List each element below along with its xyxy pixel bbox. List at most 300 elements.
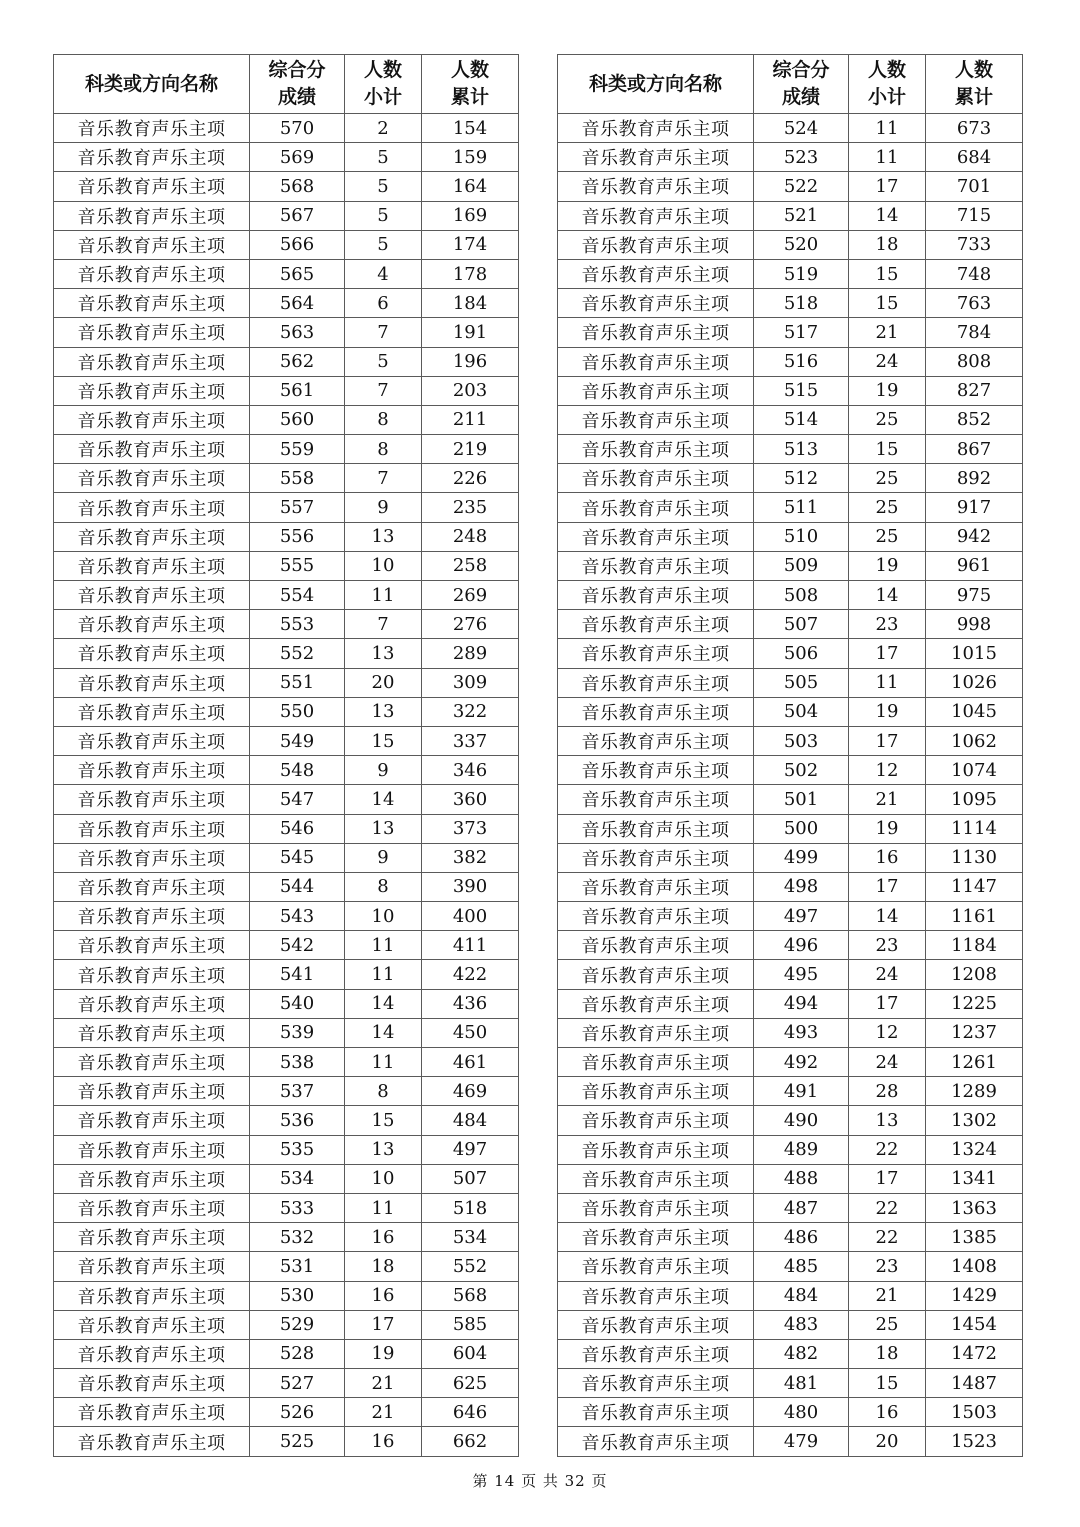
table-row: [54, 1048, 519, 1077]
cell-cumulative: 382: [422, 843, 519, 872]
cell-count: 13: [345, 697, 422, 726]
cell-category: 音乐教育声乐主项: [54, 1281, 250, 1310]
cell-category: 音乐教育声乐主项: [54, 114, 250, 143]
cell-category: 音乐教育声乐主项: [558, 1339, 754, 1368]
table-row: [54, 1135, 519, 1164]
table-row: [558, 814, 1023, 843]
cell-score: 512: [754, 464, 849, 493]
cell-score: 546: [250, 814, 345, 843]
table-row: [558, 902, 1023, 931]
cell-category: 音乐教育声乐主项: [558, 697, 754, 726]
table-row: [558, 114, 1023, 143]
cell-count: 16: [345, 1281, 422, 1310]
cell-score: 568: [250, 172, 345, 201]
cell-count: 14: [345, 1018, 422, 1047]
cell-category: 音乐教育声乐主项: [558, 960, 754, 989]
cell-cumulative: 450: [422, 1018, 519, 1047]
cell-category: 音乐教育声乐主项: [54, 814, 250, 843]
cell-cumulative: 373: [422, 814, 519, 843]
cell-count: 13: [345, 522, 422, 551]
cell-score: 535: [250, 1135, 345, 1164]
cell-cumulative: 169: [422, 201, 519, 230]
cell-count: 12: [849, 756, 926, 785]
cell-cumulative: 484: [422, 1106, 519, 1135]
cell-score: 515: [754, 376, 849, 405]
cell-cumulative: 1237: [926, 1018, 1023, 1047]
cell-cumulative: 684: [926, 143, 1023, 172]
cell-score: 542: [250, 931, 345, 960]
cell-score: 514: [754, 405, 849, 434]
cell-count: 9: [345, 756, 422, 785]
cell-category: 音乐教育声乐主项: [54, 1018, 250, 1047]
cell-score: 532: [250, 1223, 345, 1252]
cell-category: 音乐教育声乐主项: [54, 1398, 250, 1427]
table-header-row: [54, 55, 519, 114]
cell-category: 音乐教育声乐主项: [558, 551, 754, 580]
cell-score: 552: [250, 639, 345, 668]
cell-category: 音乐教育声乐主项: [54, 697, 250, 726]
cell-cumulative: 1015: [926, 639, 1023, 668]
cell-category: 音乐教育声乐主项: [54, 493, 250, 522]
cell-score: 570: [250, 114, 345, 143]
cell-category: 音乐教育声乐主项: [558, 1310, 754, 1339]
cell-score: 524: [754, 114, 849, 143]
cell-count: 5: [345, 230, 422, 259]
table-row: [54, 902, 519, 931]
cell-count: 8: [345, 1077, 422, 1106]
table-row: [54, 172, 519, 201]
cell-count: 5: [345, 172, 422, 201]
cell-count: 6: [345, 289, 422, 318]
cell-category: 音乐教育声乐主项: [558, 668, 754, 697]
cell-count: 5: [345, 201, 422, 230]
cell-category: 音乐教育声乐主项: [54, 551, 250, 580]
cell-score: 479: [754, 1427, 849, 1456]
cell-score: 495: [754, 960, 849, 989]
cell-count: 11: [849, 668, 926, 697]
table-row: [558, 931, 1023, 960]
cell-cumulative: 1062: [926, 726, 1023, 755]
score-table-left: [53, 54, 519, 1457]
table-row: [558, 1018, 1023, 1047]
table-body-left: [54, 114, 519, 1457]
cell-score: 506: [754, 639, 849, 668]
table-row: [54, 639, 519, 668]
cell-category: 音乐教育声乐主项: [54, 931, 250, 960]
cell-category: 音乐教育声乐主项: [558, 143, 754, 172]
cell-score: 559: [250, 435, 345, 464]
cell-score: 536: [250, 1106, 345, 1135]
cell-category: 音乐教育声乐主项: [558, 639, 754, 668]
cell-count: 10: [345, 1164, 422, 1193]
cell-score: 550: [250, 697, 345, 726]
cell-category: 音乐教育声乐主项: [558, 376, 754, 405]
cell-category: 音乐教育声乐主项: [54, 259, 250, 288]
table-row: [558, 289, 1023, 318]
table-row: [54, 551, 519, 580]
cell-cumulative: 360: [422, 785, 519, 814]
table-row: [558, 1077, 1023, 1106]
cell-count: 15: [849, 1369, 926, 1398]
cell-cumulative: 337: [422, 726, 519, 755]
cell-cumulative: 604: [422, 1339, 519, 1368]
cell-count: 22: [849, 1193, 926, 1222]
cell-cumulative: 673: [926, 114, 1023, 143]
cell-category: 音乐教育声乐主项: [558, 114, 754, 143]
table-header-row: [558, 55, 1023, 114]
header-cumulative: 人数 累计: [926, 55, 1023, 114]
cell-category: 音乐教育声乐主项: [558, 610, 754, 639]
cell-cumulative: 827: [926, 376, 1023, 405]
cell-count: 5: [345, 347, 422, 376]
cell-category: 音乐教育声乐主项: [54, 668, 250, 697]
table-row: [54, 405, 519, 434]
cell-cumulative: 892: [926, 464, 1023, 493]
cell-cumulative: 1363: [926, 1193, 1023, 1222]
cell-score: 522: [754, 172, 849, 201]
cell-category: 音乐教育声乐主项: [558, 493, 754, 522]
cell-score: 517: [754, 318, 849, 347]
cell-count: 25: [849, 405, 926, 434]
table-row: [558, 843, 1023, 872]
cell-cumulative: 1324: [926, 1135, 1023, 1164]
cell-score: 493: [754, 1018, 849, 1047]
cell-cumulative: 1074: [926, 756, 1023, 785]
cell-category: 音乐教育声乐主项: [558, 405, 754, 434]
cell-count: 7: [345, 610, 422, 639]
cell-count: 17: [849, 1164, 926, 1193]
cell-category: 音乐教育声乐主项: [54, 201, 250, 230]
table-row: [558, 259, 1023, 288]
table-row: [54, 1398, 519, 1427]
cell-score: 538: [250, 1048, 345, 1077]
cell-count: 18: [849, 1339, 926, 1368]
table-row: [54, 1077, 519, 1106]
table-row: [558, 376, 1023, 405]
cell-count: 13: [345, 639, 422, 668]
table-row: [558, 1106, 1023, 1135]
cell-category: 音乐教育声乐主项: [558, 1135, 754, 1164]
cell-count: 17: [849, 639, 926, 668]
cell-score: 541: [250, 960, 345, 989]
cell-count: 7: [345, 376, 422, 405]
cell-score: 565: [250, 259, 345, 288]
cell-cumulative: 178: [422, 259, 519, 288]
cell-count: 15: [345, 726, 422, 755]
cell-cumulative: 763: [926, 289, 1023, 318]
cell-count: 19: [849, 697, 926, 726]
cell-category: 音乐教育声乐主项: [54, 1048, 250, 1077]
cell-score: 481: [754, 1369, 849, 1398]
table-row: [54, 289, 519, 318]
cell-count: 21: [849, 1281, 926, 1310]
cell-count: 13: [345, 1135, 422, 1164]
table-row: [54, 435, 519, 464]
cell-count: 21: [849, 318, 926, 347]
cell-score: 553: [250, 610, 345, 639]
cell-score: 525: [250, 1427, 345, 1456]
cell-category: 音乐教育声乐主项: [558, 1193, 754, 1222]
cell-category: 音乐教育声乐主项: [54, 1369, 250, 1398]
cell-category: 音乐教育声乐主项: [558, 785, 754, 814]
cell-category: 音乐教育声乐主项: [54, 435, 250, 464]
cell-category: 音乐教育声乐主项: [558, 259, 754, 288]
cell-category: 音乐教育声乐主项: [558, 347, 754, 376]
cell-category: 音乐教育声乐主项: [54, 581, 250, 610]
cell-cumulative: 436: [422, 989, 519, 1018]
cell-cumulative: 1147: [926, 872, 1023, 901]
cell-cumulative: 1408: [926, 1252, 1023, 1281]
table-row: [558, 989, 1023, 1018]
cell-category: 音乐教育声乐主项: [558, 1106, 754, 1135]
cell-score: 511: [754, 493, 849, 522]
cell-score: 482: [754, 1339, 849, 1368]
cell-count: 25: [849, 464, 926, 493]
cell-category: 音乐教育声乐主项: [558, 289, 754, 318]
cell-cumulative: 219: [422, 435, 519, 464]
table-row: [54, 785, 519, 814]
table-row: [558, 785, 1023, 814]
table-row: [54, 1310, 519, 1339]
cell-cumulative: 235: [422, 493, 519, 522]
cell-cumulative: 942: [926, 522, 1023, 551]
cell-count: 18: [345, 1252, 422, 1281]
cell-count: 7: [345, 318, 422, 347]
table-row: [558, 1281, 1023, 1310]
table-row: [54, 347, 519, 376]
cell-category: 音乐教育声乐主项: [558, 814, 754, 843]
table-row: [558, 143, 1023, 172]
table-row: [54, 1339, 519, 1368]
table-row: [558, 668, 1023, 697]
table-row: [54, 230, 519, 259]
table-row: [54, 668, 519, 697]
cell-score: 544: [250, 872, 345, 901]
cell-cumulative: 701: [926, 172, 1023, 201]
cell-count: 17: [849, 872, 926, 901]
table-row: [54, 960, 519, 989]
cell-score: 485: [754, 1252, 849, 1281]
cell-category: 音乐教育声乐主项: [54, 172, 250, 201]
cell-category: 音乐教育声乐主项: [54, 1252, 250, 1281]
header-cumulative: 人数 累计: [422, 55, 519, 114]
cell-score: 492: [754, 1048, 849, 1077]
cell-cumulative: 164: [422, 172, 519, 201]
cell-score: 509: [754, 551, 849, 580]
table-row: [54, 143, 519, 172]
table-row: [558, 1398, 1023, 1427]
cell-category: 音乐教育声乐主项: [54, 143, 250, 172]
table-row: [558, 172, 1023, 201]
cell-category: 音乐教育声乐主项: [54, 902, 250, 931]
cell-cumulative: 309: [422, 668, 519, 697]
cell-score: 547: [250, 785, 345, 814]
table-row: [54, 756, 519, 785]
cell-count: 14: [849, 201, 926, 230]
cell-category: 音乐教育声乐主项: [558, 1252, 754, 1281]
cell-count: 16: [345, 1223, 422, 1252]
cell-category: 音乐教育声乐主项: [558, 726, 754, 755]
cell-count: 8: [345, 872, 422, 901]
cell-score: 560: [250, 405, 345, 434]
cell-score: 503: [754, 726, 849, 755]
cell-category: 音乐教育声乐主项: [54, 318, 250, 347]
cell-cumulative: 1289: [926, 1077, 1023, 1106]
cell-count: 18: [849, 230, 926, 259]
cell-count: 28: [849, 1077, 926, 1106]
cell-cumulative: 174: [422, 230, 519, 259]
cell-category: 音乐教育声乐主项: [54, 872, 250, 901]
cell-score: 527: [250, 1369, 345, 1398]
cell-cumulative: 1026: [926, 668, 1023, 697]
cell-count: 13: [345, 814, 422, 843]
cell-count: 11: [345, 581, 422, 610]
table-row: [558, 610, 1023, 639]
cell-category: 音乐教育声乐主项: [558, 1398, 754, 1427]
cell-category: 音乐教育声乐主项: [558, 1048, 754, 1077]
cell-category: 音乐教育声乐主项: [558, 1369, 754, 1398]
table-row: [54, 1223, 519, 1252]
cell-count: 25: [849, 1310, 926, 1339]
cell-cumulative: 196: [422, 347, 519, 376]
table-row: [54, 726, 519, 755]
header-score: 综合分 成绩: [250, 55, 345, 114]
cell-score: 543: [250, 902, 345, 931]
cell-score: 557: [250, 493, 345, 522]
table-row: [558, 493, 1023, 522]
cell-count: 8: [345, 405, 422, 434]
cell-score: 510: [754, 522, 849, 551]
cell-count: 23: [849, 610, 926, 639]
cell-category: 音乐教育声乐主项: [558, 581, 754, 610]
table-row: [558, 1223, 1023, 1252]
cell-score: 516: [754, 347, 849, 376]
cell-score: 526: [250, 1398, 345, 1427]
cell-count: 21: [345, 1369, 422, 1398]
cell-count: 15: [849, 259, 926, 288]
cell-cumulative: 248: [422, 522, 519, 551]
cell-cumulative: 507: [422, 1164, 519, 1193]
cell-cumulative: 1184: [926, 931, 1023, 960]
cell-score: 505: [754, 668, 849, 697]
cell-score: 567: [250, 201, 345, 230]
table-row: [54, 1193, 519, 1222]
cell-score: 548: [250, 756, 345, 785]
cell-cumulative: 184: [422, 289, 519, 318]
cell-cumulative: 461: [422, 1048, 519, 1077]
table-row: [558, 435, 1023, 464]
cell-count: 11: [849, 114, 926, 143]
cell-category: 音乐教育声乐主项: [54, 405, 250, 434]
table-row: [558, 347, 1023, 376]
cell-cumulative: 867: [926, 435, 1023, 464]
cell-score: 500: [754, 814, 849, 843]
cell-score: 533: [250, 1193, 345, 1222]
cell-category: 音乐教育声乐主项: [558, 989, 754, 1018]
cell-cumulative: 1472: [926, 1339, 1023, 1368]
cell-count: 17: [849, 989, 926, 1018]
cell-score: 494: [754, 989, 849, 1018]
cell-score: 539: [250, 1018, 345, 1047]
cell-category: 音乐教育声乐主项: [558, 931, 754, 960]
table-row: [54, 1164, 519, 1193]
header-count: 人数 小计: [849, 55, 926, 114]
table-row: [558, 726, 1023, 755]
cell-category: 音乐教育声乐主项: [558, 464, 754, 493]
table-row: [54, 843, 519, 872]
cell-category: 音乐教育声乐主项: [54, 785, 250, 814]
cell-count: 8: [345, 435, 422, 464]
cell-category: 音乐教育声乐主项: [54, 1310, 250, 1339]
cell-category: 音乐教育声乐主项: [558, 1077, 754, 1106]
cell-count: 11: [849, 143, 926, 172]
table-row: [558, 405, 1023, 434]
cell-category: 音乐教育声乐主项: [54, 1193, 250, 1222]
cell-category: 音乐教育声乐主项: [54, 1339, 250, 1368]
table-row: [54, 1427, 519, 1456]
cell-count: 22: [849, 1223, 926, 1252]
cell-category: 音乐教育声乐主项: [558, 201, 754, 230]
cell-count: 23: [849, 1252, 926, 1281]
cell-category: 音乐教育声乐主项: [54, 1427, 250, 1456]
table-row: [558, 522, 1023, 551]
cell-cumulative: 346: [422, 756, 519, 785]
cell-category: 音乐教育声乐主项: [54, 610, 250, 639]
cell-count: 12: [849, 1018, 926, 1047]
cell-cumulative: 390: [422, 872, 519, 901]
cell-cumulative: 534: [422, 1223, 519, 1252]
cell-score: 530: [250, 1281, 345, 1310]
cell-cumulative: 961: [926, 551, 1023, 580]
cell-count: 16: [345, 1427, 422, 1456]
cell-score: 554: [250, 581, 345, 610]
table-row: [54, 259, 519, 288]
cell-score: 490: [754, 1106, 849, 1135]
cell-count: 22: [849, 1135, 926, 1164]
cell-category: 音乐教育声乐主项: [54, 989, 250, 1018]
cell-count: 19: [849, 814, 926, 843]
cell-score: 566: [250, 230, 345, 259]
cell-category: 音乐教育声乐主项: [54, 522, 250, 551]
cell-cumulative: 1114: [926, 814, 1023, 843]
table-row: [558, 1193, 1023, 1222]
table-row: [54, 697, 519, 726]
table-row: [54, 1252, 519, 1281]
cell-score: 497: [754, 902, 849, 931]
cell-score: 513: [754, 435, 849, 464]
cell-cumulative: 1161: [926, 902, 1023, 931]
cell-cumulative: 552: [422, 1252, 519, 1281]
cell-score: 504: [754, 697, 849, 726]
cell-count: 14: [849, 581, 926, 610]
cell-score: 540: [250, 989, 345, 1018]
cell-score: 483: [754, 1310, 849, 1339]
table-row: [558, 1369, 1023, 1398]
cell-cumulative: 1487: [926, 1369, 1023, 1398]
cell-count: 17: [345, 1310, 422, 1339]
cell-count: 13: [849, 1106, 926, 1135]
table-row: [54, 318, 519, 347]
cell-score: 521: [754, 201, 849, 230]
cell-cumulative: 1523: [926, 1427, 1023, 1456]
cell-category: 音乐教育声乐主项: [558, 1427, 754, 1456]
page-footer: 第 14 页 共 32 页: [472, 1472, 608, 1490]
cell-cumulative: 998: [926, 610, 1023, 639]
cell-count: 17: [849, 726, 926, 755]
cell-score: 551: [250, 668, 345, 697]
cell-count: 2: [345, 114, 422, 143]
cell-score: 491: [754, 1077, 849, 1106]
